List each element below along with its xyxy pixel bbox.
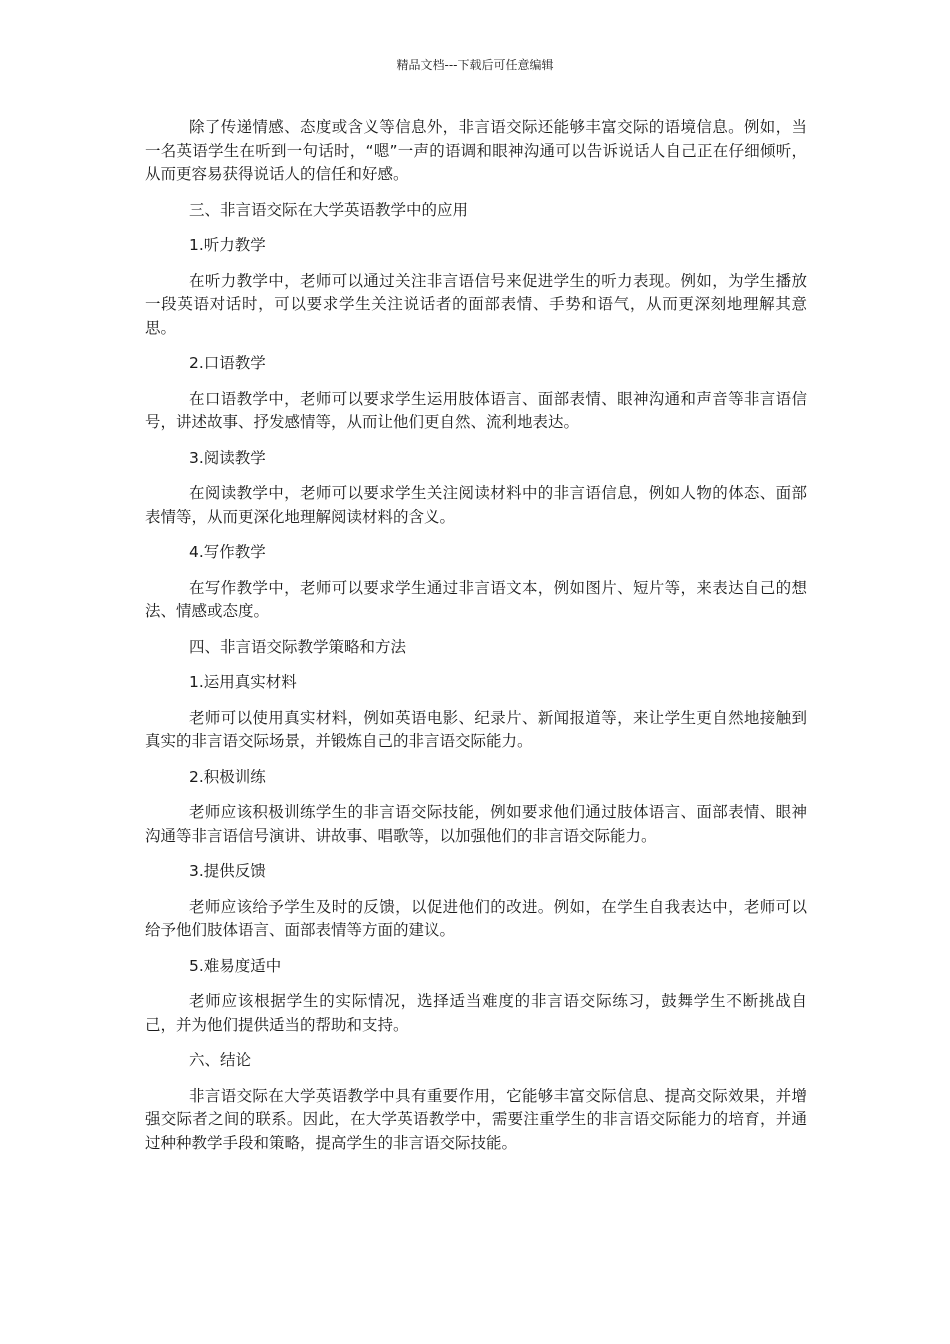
paragraph-writing: 在写作教学中，老师可以要求学生通过非言语文本，例如图片、短片等，来表达自己的想法、情感或态度。 [145, 578, 807, 620]
subheading-writing: 4.写作教学 [189, 543, 266, 561]
section-heading-strategies: 四、非言语交际教学策略和方法 [189, 637, 407, 656]
subheading-speaking: 2.口语教学 [189, 354, 266, 372]
document-body [145, 116, 807, 1167]
paragraph-speaking: 在口语教学中，老师可以要求学生运用肢体语言、面部表情、眼神沟通和声音等非言语信号，讲述故事、抒发感情等，从而让他们更自然、流利地表达。 [145, 389, 807, 431]
paragraph-reading: 在阅读教学中，老师可以要求学生关注阅读材料中的非言语信息，例如人物的体态、面部表情等，从而更深化地理解阅读材料的含义。 [145, 484, 807, 526]
subheading-listening: 1.听力教学 [189, 236, 266, 254]
paragraph-listening: 在听力教学中，老师可以通过关注非言语信号来促进学生的听力表现。例如，为学生播放一段英语对话时，可以要求学生关注说话者的面部表情、手势和语气，从而更深刻地理解其意思。 [145, 271, 807, 337]
paragraph-conclusion: 非言语交际在大学英语教学中具有重要作用，它能够丰富交际信息、提高交际效果，并增强交际者之间的联系。因此，在大学英语教学中，需要注重学生的非言语交际能力的培育，并通过种种教学手段和策略，提高学生的非言语交际技能。 [145, 1086, 807, 1152]
paragraph-context-info: 除了传递情感、态度或含义等信息外，非言语交际还能够丰富交际的语境信息。例如，当一名英语学生在听到一句话时，“嗯”一声的语调和眼神沟通可以告诉说话人自己正在仔细倾听，从而更容易获得说话人的信任和好感。 [145, 118, 807, 183]
subheading-difficulty: 5.难易度适中 [189, 956, 282, 975]
paragraph-difficulty: 老师应该根据学生的实际情况，选择适当难度的非言语交际练习，鼓舞学生不断挑战自己，并为他们提供适当的帮助和支持。 [145, 992, 807, 1034]
subheading-authentic-materials: 1.运用真实材料 [189, 673, 297, 691]
paragraph-feedback: 老师应该给予学生及时的反馈，以促进他们的改进。例如，在学生自我表达中，老师可以给予他们肢体语言、面部表情等方面的建议。 [145, 897, 807, 939]
page-header: 精品文档---下载后可任意编辑 [396, 58, 554, 72]
paragraph-authentic-materials: 老师可以使用真实材料，例如英语电影、纪录片、新闻报道等，来让学生更自然地接触到真实的非言语交际场景，并锻炼自己的非言语交际能力。 [145, 708, 807, 750]
paragraph-active-training: 老师应该积极训练学生的非言语交际技能，例如要求他们通过肢体语言、面部表情、眼神沟通等非言语信号演讲、讲故事、唱歌等，以加强他们的非言语交际能力。 [145, 803, 807, 845]
section-heading-application: 三、非言语交际在大学英语教学中的应用 [189, 200, 469, 219]
subheading-feedback: 3.提供反馈 [189, 862, 266, 880]
section-heading-conclusion: 六、结论 [189, 1051, 252, 1069]
subheading-reading: 3.阅读教学 [189, 448, 266, 467]
subheading-active-training: 2.积极训练 [189, 767, 266, 786]
